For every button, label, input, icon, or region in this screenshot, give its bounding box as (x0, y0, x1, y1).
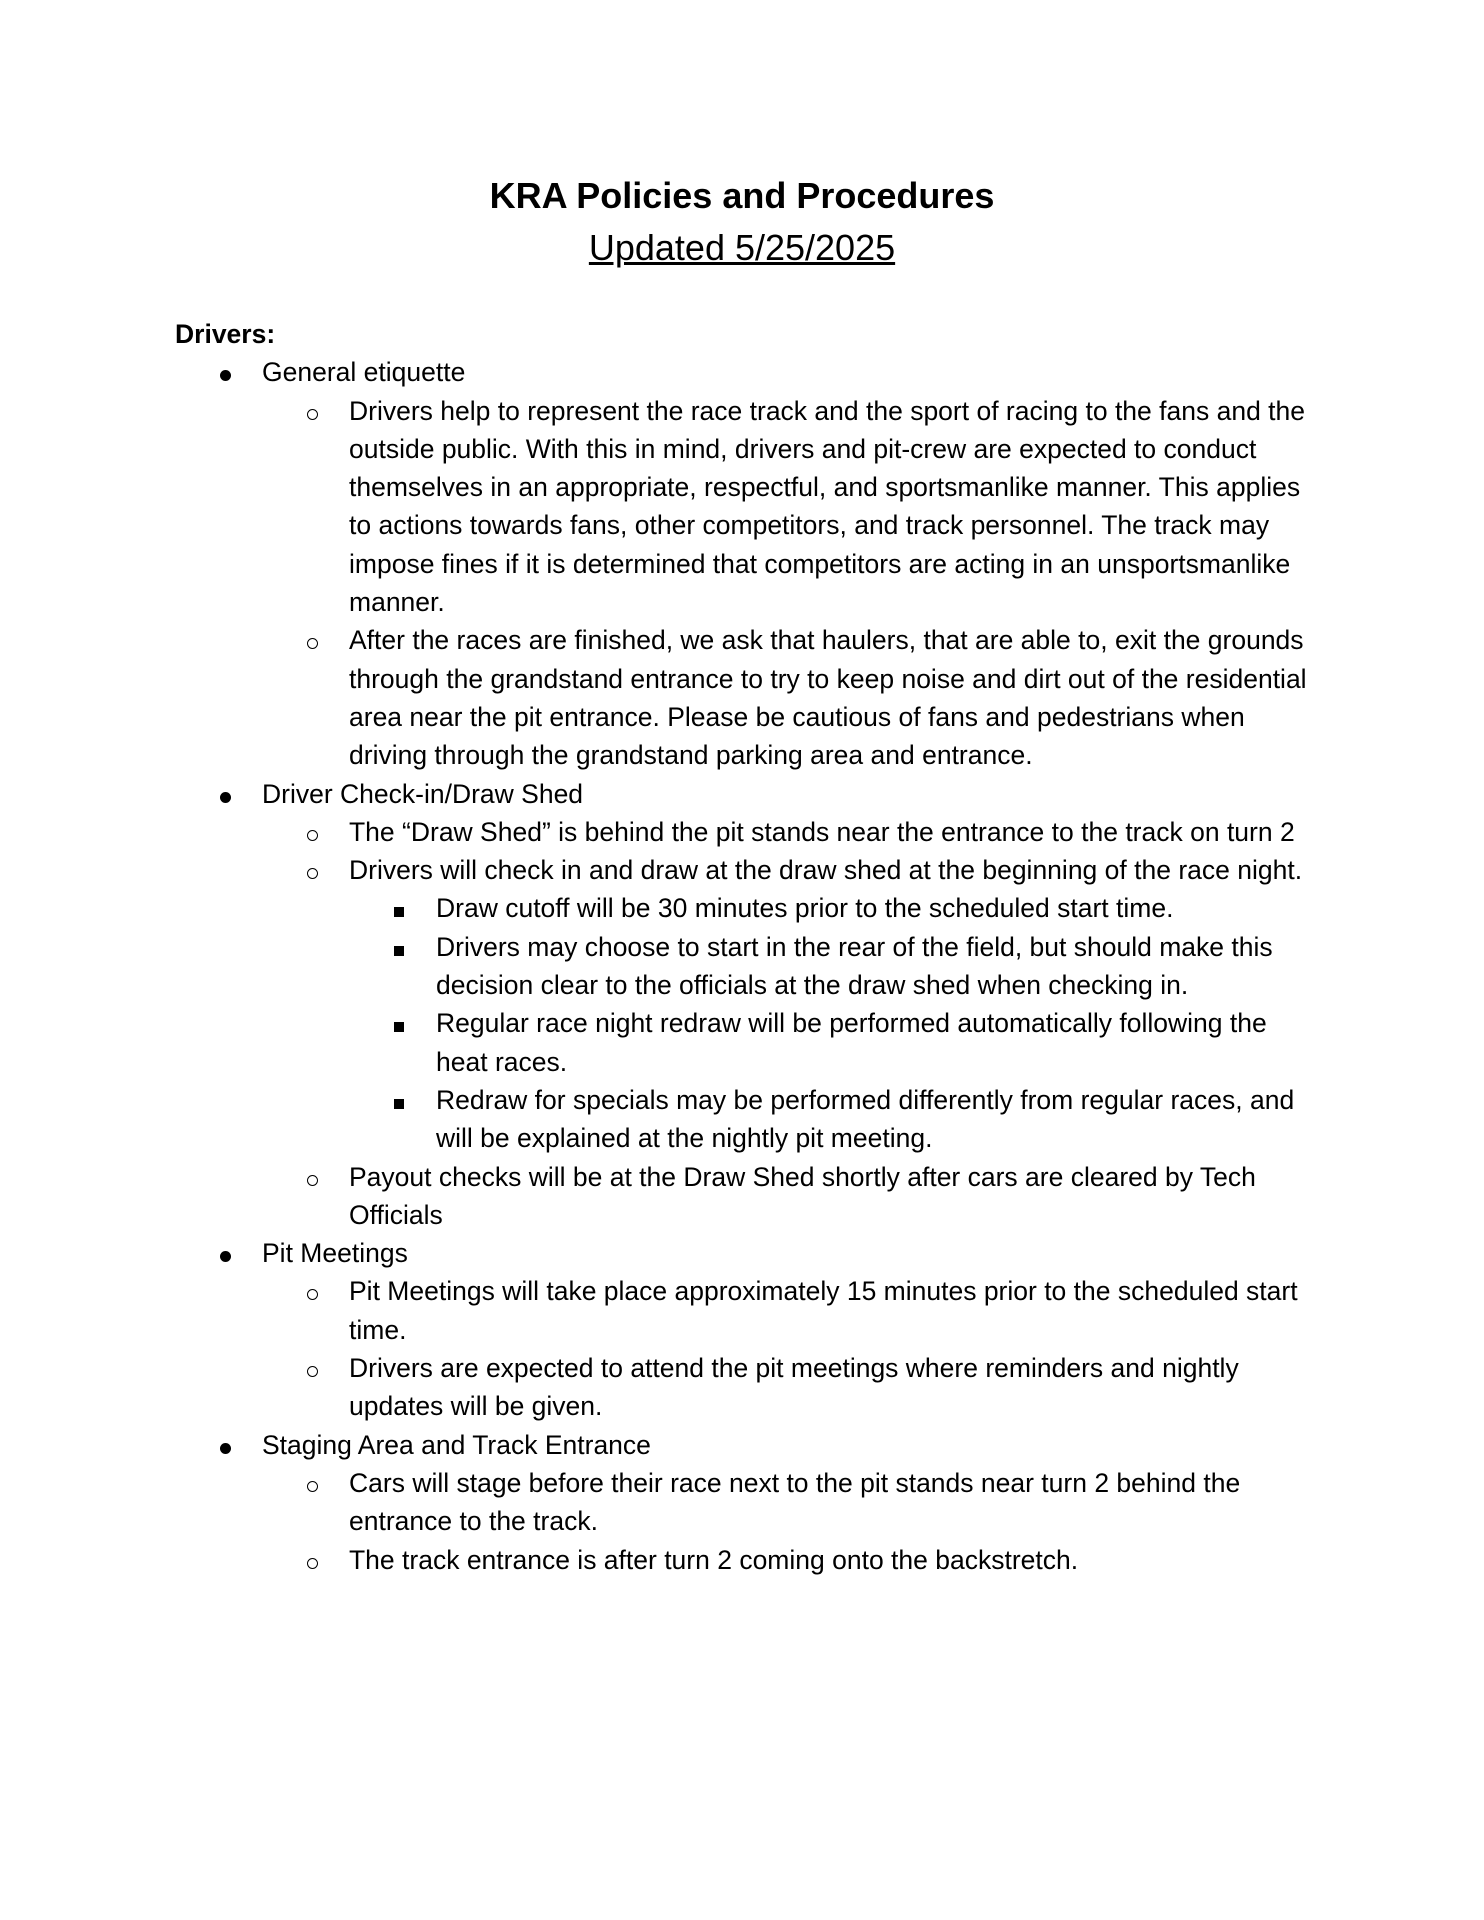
list-item (175, 353, 1315, 774)
list-item (262, 1349, 1315, 1426)
circle-bullet-icon (307, 1272, 347, 1310)
list-item-text: Payout checks will be at the Draw Shed shortly after cars are cleared by Tech Officials (349, 1161, 1256, 1230)
document-subtitle: Updated 5/25/2025 (588, 227, 896, 268)
list-item (262, 1272, 1315, 1349)
list-item-text: Drivers are expected to attend the pit meetings where reminders and nightly updates will be given. (349, 1353, 1239, 1422)
list-item (262, 392, 1315, 622)
circle-bullet-icon (307, 1464, 347, 1502)
square-bullet-icon (394, 1081, 434, 1119)
circle-bullet-icon (307, 813, 347, 851)
square-bullet-icon (394, 1004, 434, 1042)
circle-bullet-icon (307, 851, 347, 889)
list-item (262, 813, 1315, 851)
sub-list (262, 1272, 1315, 1425)
sub-list (262, 392, 1315, 775)
list-item (349, 1004, 1315, 1081)
disc-bullet-icon (220, 1234, 260, 1272)
square-bullet-icon (394, 889, 434, 927)
list-item-text: Redraw for specials may be performed differently from regular races, and will be explained at the nightly pit meeting. (436, 1084, 1295, 1154)
list-item (175, 775, 1315, 1235)
list-item-text: Pit Meetings will take place approximately 15 minutes prior to the scheduled start time. (349, 1276, 1298, 1345)
list-item-label: General etiquette (262, 357, 466, 388)
section-heading: Drivers: (175, 319, 276, 349)
disc-bullet-icon (220, 1426, 260, 1464)
document-body (175, 315, 1315, 1579)
disc-bullet-icon (220, 775, 260, 813)
list-item-label: Staging Area and Track Entrance (262, 1429, 651, 1460)
square-bullet-icon (394, 928, 434, 966)
list-item (262, 1158, 1315, 1235)
list-item-text: Cars will stage before their race next to the pit stands near turn 2 behind the entrance to the track. (349, 1467, 1241, 1537)
circle-bullet-icon (307, 392, 347, 430)
list-item (175, 1234, 1315, 1425)
circle-bullet-icon (307, 1541, 347, 1579)
list-item (262, 621, 1315, 774)
list-item-text: Draw cutoff will be 30 minutes prior to the scheduled start time. (436, 893, 1174, 924)
list-item-text: Regular race night redraw will be performed automatically following the heat races. (436, 1008, 1267, 1077)
list-item (349, 1081, 1315, 1158)
list-item (262, 851, 1315, 1157)
list-item-text: Drivers will check in and draw at the draw shed at the beginning of the race night. (349, 855, 1303, 886)
circle-bullet-icon (307, 621, 347, 659)
list-item-text: The “Draw Shed” is behind the pit stands near the entrance to the track on turn 2 (349, 816, 1295, 847)
circle-bullet-icon (307, 1158, 347, 1196)
list-item (262, 1541, 1315, 1579)
list-item (349, 889, 1315, 927)
document-title: KRA Policies and Procedures (489, 175, 995, 216)
sub-sub-list (349, 889, 1315, 1157)
sub-list (262, 813, 1315, 1234)
list-item-label: Driver Check-in/Draw Shed (262, 778, 584, 809)
disc-bullet-icon (220, 353, 260, 391)
sub-list (262, 1464, 1315, 1579)
list-item (175, 1426, 1315, 1579)
bullet-list (175, 353, 1315, 1579)
list-item-text: Drivers may choose to start in the rear of the field, but should make this decision clear to the officials at the draw shed when checking in. (436, 931, 1273, 1001)
list-item-text: Drivers help to represent the race track and the sport of racing to the fans and the outside public. With this in mind, drivers and pit-crew are expected to conduct themselves in an appropriate, respectful, and sportsmanlike manner. This applies to actions towards fans, other competitors, and track personnel. The track may impose fines if it is determined that competitors are acting in an unsportsmanlike manner. (349, 395, 1306, 618)
list-item-label: Pit Meetings (262, 1238, 408, 1269)
list-item (349, 928, 1315, 1005)
circle-bullet-icon (307, 1349, 347, 1387)
list-item-text: The track entrance is after turn 2 coming onto the backstretch. (349, 1544, 1079, 1575)
list-item-text: After the races are finished, we ask that haulers, that are able to, exit the grounds through the grandstand entrance to try to keep noise and dirt out of the residential area near the pit entrance. Please be cautious of fans and pedestrians when driving through the grandstand parking area and entrance. (349, 625, 1307, 771)
list-item (262, 1464, 1315, 1541)
